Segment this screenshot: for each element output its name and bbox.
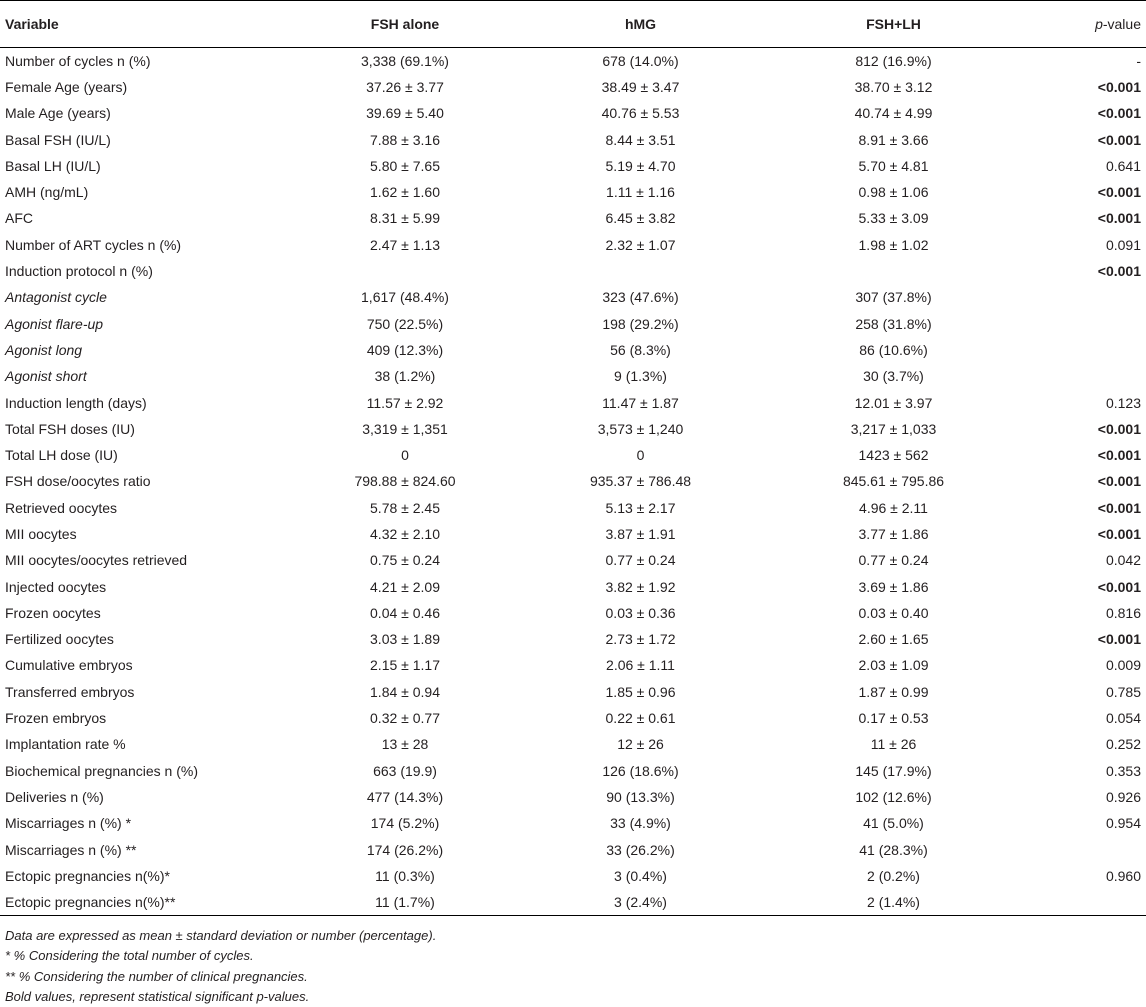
table-row xyxy=(0,337,1146,363)
cell-hmg: 40.76 ± 5.53 xyxy=(601,105,680,122)
cell-p-value: 0.960 xyxy=(1105,867,1141,884)
cell-p-value xyxy=(1016,337,1146,363)
cell-variable: Implantation rate % xyxy=(5,736,126,753)
cell-hmg: 1.11 ± 1.16 xyxy=(606,184,675,201)
cell-hmg: 0.03 ± 0.36 xyxy=(605,604,676,621)
cell-fsh-lh: 3.77 ± 1.86 xyxy=(858,525,929,542)
cell-hmg: 3,573 ± 1,240 xyxy=(597,420,684,437)
table-row xyxy=(0,600,1146,626)
cell-p-value xyxy=(1016,889,1146,915)
header-fsh-alone: FSH alone xyxy=(300,1,510,48)
cell-fsh-alone: 2.15 ± 1.17 xyxy=(370,657,440,674)
cell-fsh-lh: 41 (5.0%) xyxy=(863,815,924,832)
cell-hmg xyxy=(510,258,771,284)
cell-fsh-lh: 845.61 ± 795.86 xyxy=(842,473,945,490)
cell-variable: Miscarriages n (%) ** xyxy=(5,841,137,858)
table-row xyxy=(0,731,1146,757)
cell-variable: Frozen oocytes xyxy=(5,604,101,621)
cell-p-value: 0.042 xyxy=(1105,552,1141,569)
cell-fsh-alone: 663 (19.9) xyxy=(373,762,437,779)
cell-variable: Frozen embryos xyxy=(5,710,107,727)
cell-hmg: 3.82 ± 1.92 xyxy=(605,578,676,595)
table-row xyxy=(0,758,1146,784)
cell-fsh-alone: 7.88 ± 3.16 xyxy=(370,131,440,148)
cell-fsh-alone: 8.31 ± 5.99 xyxy=(370,210,440,227)
cell-p-value: 0.785 xyxy=(1105,683,1141,700)
cell-variable: Transferred embryos xyxy=(5,683,135,700)
cell-variable: Female Age (years) xyxy=(5,78,128,95)
cell-fsh-alone: 5.78 ± 2.45 xyxy=(370,499,440,516)
table-row xyxy=(0,205,1146,231)
cell-p-value: <0.001 xyxy=(1097,263,1141,280)
cell-hmg: 9 (1.3%) xyxy=(614,368,667,385)
cell-p-value: 0.926 xyxy=(1105,788,1141,805)
cell-variable: Total LH dose (IU) xyxy=(5,447,118,464)
cell-fsh-alone: 1.84 ± 0.94 xyxy=(370,683,440,700)
cell-fsh-alone: 3,319 ± 1,351 xyxy=(362,420,448,437)
cell-hmg: 3.87 ± 1.91 xyxy=(605,525,676,542)
cell-hmg: 33 (26.2%) xyxy=(606,841,675,858)
cell-p-value: <0.001 xyxy=(1097,578,1141,595)
cell-hmg: 0.22 ± 0.61 xyxy=(605,710,676,727)
cell-variable: Induction protocol n (%) xyxy=(5,263,153,280)
cell-variable: Number of cycles n (%) xyxy=(5,52,151,69)
cell-fsh-lh: 1423 ± 562 xyxy=(858,447,929,464)
table-row xyxy=(0,48,1146,74)
cell-p-value xyxy=(1016,284,1146,310)
cell-fsh-alone: 1,617 (48.4%) xyxy=(361,289,449,306)
cell-p-value xyxy=(1016,310,1146,336)
cell-variable: Basal LH (IU/L) xyxy=(5,157,101,174)
cell-hmg: 56 (8.3%) xyxy=(610,341,671,358)
cell-variable: Induction length (days) xyxy=(5,394,147,411)
cell-fsh-alone: 0.75 ± 0.24 xyxy=(370,552,440,569)
cell-variable: MII oocytes xyxy=(5,525,77,542)
cell-fsh-lh: 11 ± 26 xyxy=(870,736,917,753)
cell-variable: FSH dose/oocytes ratio xyxy=(5,473,151,490)
cell-fsh-alone: 1.62 ± 1.60 xyxy=(370,184,440,201)
footnotes xyxy=(5,926,1135,1007)
cell-fsh-alone: 37.26 ± 3.77 xyxy=(366,78,444,95)
table-row xyxy=(0,863,1146,889)
cell-variable: Fertilized oocytes xyxy=(5,631,114,648)
header-p-italic: p xyxy=(1095,16,1103,32)
cell-hmg: 8.44 ± 3.51 xyxy=(605,131,676,148)
cell-p-value: <0.001 xyxy=(1097,78,1141,95)
cell-hmg: 33 (4.9%) xyxy=(610,815,671,832)
cell-fsh-alone: 39.69 ± 5.40 xyxy=(366,105,444,122)
cell-fsh-alone: 409 (12.3%) xyxy=(366,341,444,358)
cell-p-value: 0.816 xyxy=(1105,604,1141,621)
cell-hmg: 2.73 ± 1.72 xyxy=(605,631,676,648)
cell-hmg: 2.06 ± 1.11 xyxy=(606,657,675,674)
cell-hmg: 5.19 ± 4.70 xyxy=(605,157,676,174)
table-row xyxy=(0,100,1146,126)
cell-p-value: 0.091 xyxy=(1105,236,1141,253)
cell-p-value: 0.123 xyxy=(1105,394,1141,411)
cell-fsh-alone xyxy=(300,258,510,284)
table-row xyxy=(0,705,1146,731)
cell-fsh-lh: 38.70 ± 3.12 xyxy=(854,78,933,95)
cell-fsh-lh: 5.33 ± 3.09 xyxy=(858,210,929,227)
cell-fsh-alone: 477 (14.3%) xyxy=(366,788,444,805)
cell-variable: Miscarriages n (%) * xyxy=(5,815,132,832)
table-row xyxy=(0,784,1146,810)
cell-variable: Biochemical pregnancies n (%) xyxy=(5,762,198,779)
cell-fsh-alone: 11.57 ± 2.92 xyxy=(366,394,444,411)
cell-p-value: <0.001 xyxy=(1097,210,1141,227)
cell-fsh-lh: 2 (1.4%) xyxy=(771,889,1016,915)
table-row xyxy=(0,442,1146,468)
cell-fsh-alone: 0.32 ± 0.77 xyxy=(370,710,440,727)
cell-hmg: 198 (29.2%) xyxy=(602,315,679,332)
cell-variable: Antagonist cycle xyxy=(5,289,107,306)
header-p-value xyxy=(1016,1,1146,48)
cell-fsh-lh xyxy=(771,258,1016,284)
cell-hmg: 6.45 ± 3.82 xyxy=(605,210,676,227)
cell-fsh-alone: 3,338 (69.1%) xyxy=(361,52,449,69)
table-row xyxy=(0,126,1146,152)
cell-variable: Total FSH doses (IU) xyxy=(5,420,135,437)
cell-fsh-alone: 0 xyxy=(401,447,409,464)
cell-fsh-alone: 11 (1.7%) xyxy=(300,889,510,915)
cell-fsh-lh: 8.91 ± 3.66 xyxy=(858,131,929,148)
cell-p-value xyxy=(1016,363,1146,389)
cell-fsh-alone: 174 (26.2%) xyxy=(366,841,444,858)
footnote: * % Considering the total number of cycles. xyxy=(5,948,254,964)
table-row xyxy=(0,74,1146,100)
cell-p-value: 0.954 xyxy=(1105,815,1141,832)
cell-fsh-lh: 258 (31.8%) xyxy=(855,315,932,332)
table-row xyxy=(0,889,1146,915)
cell-fsh-alone: 2.47 ± 1.13 xyxy=(370,236,440,253)
table-header xyxy=(0,1,1146,48)
footnote: Data are expressed as mean ± standard deviation or number (percentage). xyxy=(5,928,437,943)
cell-p-value: <0.001 xyxy=(1097,631,1141,648)
table-row xyxy=(0,153,1146,179)
cell-hmg: 38.49 ± 3.47 xyxy=(601,78,680,95)
cell-fsh-lh: 2.03 ± 1.09 xyxy=(858,657,929,674)
table-row xyxy=(0,258,1146,284)
table-row xyxy=(0,547,1146,573)
cell-fsh-lh: 3.69 ± 1.86 xyxy=(858,578,929,595)
cell-fsh-lh: 41 (28.3%) xyxy=(859,841,928,858)
cell-fsh-lh: 0.98 ± 1.06 xyxy=(858,184,929,201)
cell-hmg: 935.37 ± 786.48 xyxy=(589,473,692,490)
table-row xyxy=(0,363,1146,389)
cell-fsh-lh: 145 (17.9%) xyxy=(855,762,932,779)
cell-fsh-alone: 4.21 ± 2.09 xyxy=(370,578,440,595)
cell-p-value: 0.054 xyxy=(1105,710,1141,727)
cell-fsh-alone: 0.04 ± 0.46 xyxy=(370,604,440,621)
footnote: ** % Considering the number of clinical pregnancies. xyxy=(5,968,308,984)
header-row xyxy=(0,1,1146,48)
cell-fsh-lh: 3,217 ± 1,033 xyxy=(850,420,937,437)
cell-fsh-alone: 13 ± 28 xyxy=(381,736,429,753)
cell-fsh-alone: 38 (1.2%) xyxy=(374,368,436,385)
cell-hmg: 323 (47.6%) xyxy=(602,289,679,306)
cell-fsh-lh: 12.01 ± 3.97 xyxy=(854,394,933,411)
cell-fsh-lh: 0.17 ± 0.53 xyxy=(858,710,929,727)
header-p-suffix: -value xyxy=(1102,16,1141,32)
table-row xyxy=(0,416,1146,442)
cell-hmg: 678 (14.0%) xyxy=(602,52,679,69)
table-row xyxy=(0,389,1146,415)
cell-variable: Agonist long xyxy=(5,341,83,358)
cell-fsh-alone: 174 (5.2%) xyxy=(370,815,440,832)
footnote: Bold values, represent statistical significant p-values. xyxy=(5,988,310,1004)
cell-fsh-lh: 40.74 ± 4.99 xyxy=(854,105,933,122)
cell-fsh-lh: 0.77 ± 0.24 xyxy=(858,552,929,569)
cell-fsh-alone: 11 (0.3%) xyxy=(375,867,435,884)
table-row xyxy=(0,652,1146,678)
cell-p-value xyxy=(1016,836,1146,862)
cell-hmg: 126 (18.6%) xyxy=(602,762,679,779)
cell-variable: Male Age (years) xyxy=(5,105,111,122)
cell-hmg: 3 (2.4%) xyxy=(510,889,771,915)
cell-variable: Ectopic pregnancies n(%)** xyxy=(0,889,300,915)
table-row xyxy=(0,179,1146,205)
cell-fsh-alone: 750 (22.5%) xyxy=(366,315,444,332)
table-row xyxy=(0,495,1146,521)
table-row xyxy=(0,836,1146,862)
table-row xyxy=(0,468,1146,494)
table-row xyxy=(0,284,1146,310)
cell-p-value: 0.641 xyxy=(1105,157,1141,174)
cell-p-value: <0.001 xyxy=(1097,525,1141,542)
cell-variable: Agonist short xyxy=(5,368,87,385)
cell-hmg: 90 (13.3%) xyxy=(606,788,675,805)
cell-fsh-lh: 2.60 ± 1.65 xyxy=(858,631,929,648)
header-fsh-lh: FSH+LH xyxy=(771,1,1016,48)
cell-fsh-lh: 0.03 ± 0.40 xyxy=(858,604,929,621)
cell-hmg: 2.32 ± 1.07 xyxy=(605,236,676,253)
cell-fsh-lh: 102 (12.6%) xyxy=(855,788,932,805)
cell-fsh-lh: 86 (10.6%) xyxy=(859,341,928,358)
cell-p-value: - xyxy=(1136,52,1141,69)
cell-hmg: 0 xyxy=(636,447,645,464)
cell-p-value: <0.001 xyxy=(1097,184,1141,201)
cell-variable: AFC xyxy=(5,210,33,227)
cell-variable: AMH (ng/mL) xyxy=(5,184,89,201)
cell-p-value: 0.252 xyxy=(1105,736,1141,753)
cell-p-value: <0.001 xyxy=(1097,499,1141,516)
table-row xyxy=(0,232,1146,258)
cell-hmg: 12 ± 26 xyxy=(617,736,664,753)
cell-hmg: 0.77 ± 0.24 xyxy=(605,552,676,569)
table-body xyxy=(0,48,1146,916)
cell-fsh-alone: 3.03 ± 1.89 xyxy=(370,631,440,648)
cell-p-value: 0.353 xyxy=(1105,762,1141,779)
cell-variable: Retrieved oocytes xyxy=(5,499,118,516)
table-row xyxy=(0,679,1146,705)
cell-fsh-lh: 812 (16.9%) xyxy=(855,52,932,69)
cell-p-value: <0.001 xyxy=(1097,473,1141,490)
cell-hmg: 3 (0.4%) xyxy=(614,867,667,884)
table-row xyxy=(0,573,1146,599)
header-variable: Variable xyxy=(0,1,300,48)
cell-fsh-alone: 5.80 ± 7.65 xyxy=(370,157,440,174)
cell-p-value: <0.001 xyxy=(1097,447,1141,464)
table-row xyxy=(0,521,1146,547)
table-row xyxy=(0,626,1146,652)
cell-fsh-lh: 2 (0.2%) xyxy=(867,867,920,884)
cell-fsh-lh: 1.98 ± 1.02 xyxy=(858,236,929,253)
table-row xyxy=(0,810,1146,836)
cell-hmg: 11.47 ± 1.87 xyxy=(602,394,679,411)
cell-hmg: 1.85 ± 0.96 xyxy=(605,683,676,700)
cell-hmg: 5.13 ± 2.17 xyxy=(605,499,676,516)
cell-p-value: <0.001 xyxy=(1097,420,1141,437)
cell-fsh-lh: 1.87 ± 0.99 xyxy=(858,683,929,700)
cell-fsh-lh: 307 (37.8%) xyxy=(855,289,932,306)
cell-p-value: 0.009 xyxy=(1105,657,1141,674)
cell-variable: Injected oocytes xyxy=(5,578,107,595)
cell-p-value: <0.001 xyxy=(1097,131,1141,148)
cell-variable: Deliveries n (%) xyxy=(5,788,104,805)
cell-variable: Ectopic pregnancies n(%)* xyxy=(5,867,170,884)
table-row xyxy=(0,310,1146,336)
cell-variable: MII oocytes/oocytes retrieved xyxy=(5,552,188,569)
cell-fsh-alone: 798.88 ± 824.60 xyxy=(354,473,456,490)
cell-fsh-lh: 4.96 ± 2.11 xyxy=(859,499,928,516)
cell-variable: Cumulative embryos xyxy=(5,657,133,674)
cell-p-value: <0.001 xyxy=(1097,105,1141,122)
cell-variable: Basal FSH (IU/L) xyxy=(5,131,111,148)
cell-variable: Number of ART cycles n (%) xyxy=(5,236,182,253)
cell-variable: Agonist flare-up xyxy=(5,315,104,332)
cell-fsh-lh: 5.70 ± 4.81 xyxy=(858,157,929,174)
cell-fsh-lh: 30 (3.7%) xyxy=(863,368,924,385)
header-hmg: hMG xyxy=(510,1,771,48)
cell-fsh-alone: 4.32 ± 2.10 xyxy=(370,525,440,542)
